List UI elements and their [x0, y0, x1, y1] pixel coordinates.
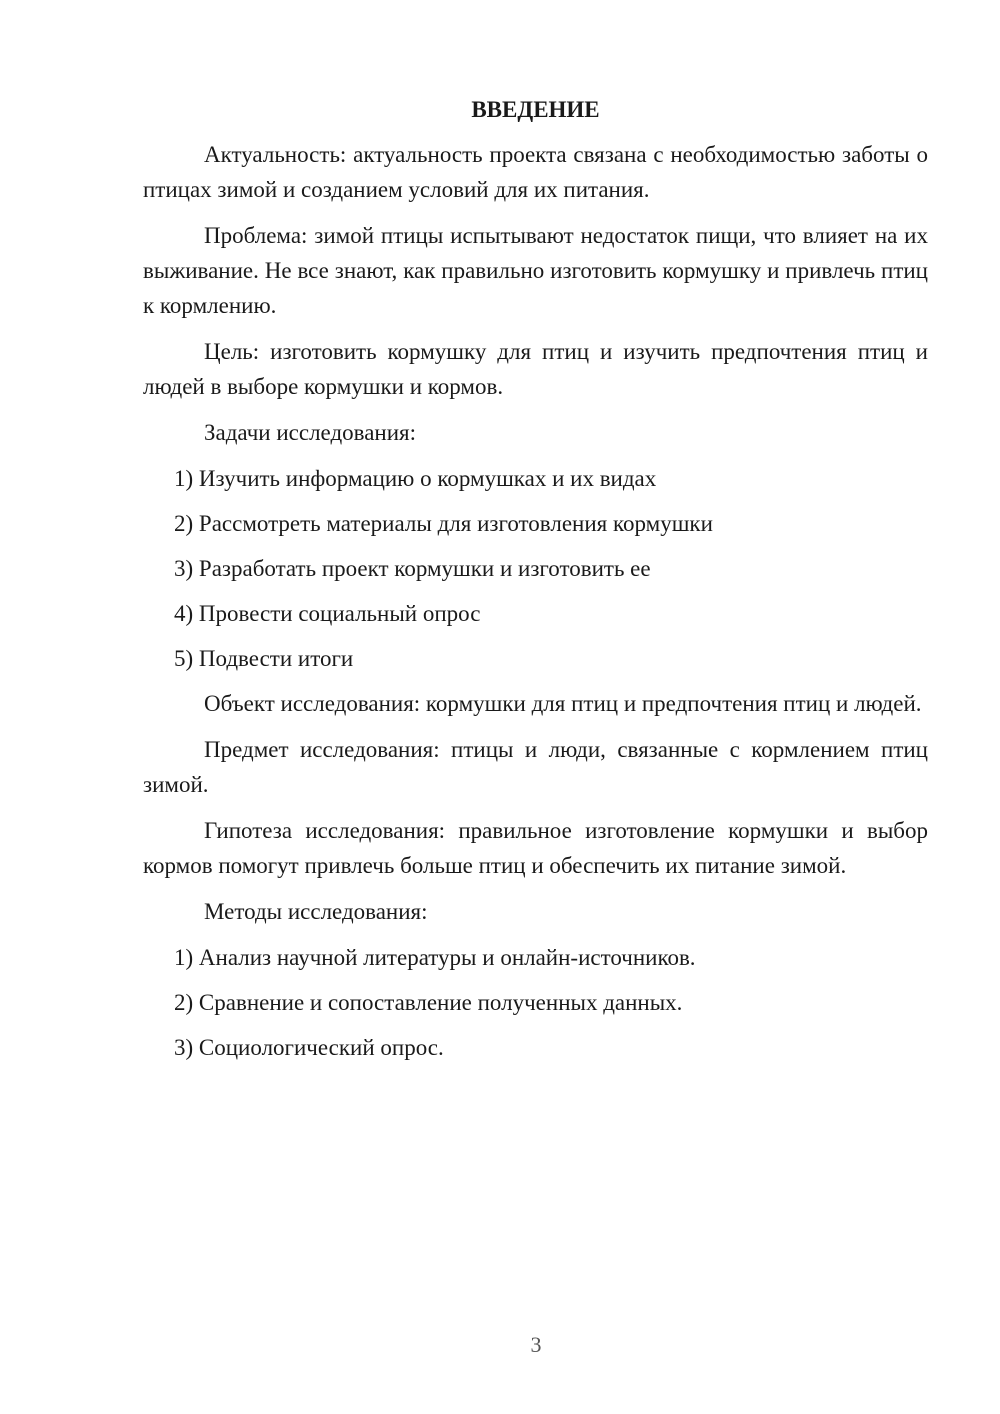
- subject-paragraph: Предмет исследования: птицы и люди, связанные с кормлением птиц зимой.: [143, 737, 928, 797]
- list-item: 5) Подвести итоги: [174, 646, 354, 671]
- page-content: [143, 92, 928, 1075]
- goal-paragraph: Цель: изготовить кормушку для птиц и изучить предпочтения птиц и людей в выборе кормушки и кормов.: [143, 339, 928, 399]
- list-item: 2) Сравнение и сопоставление полученных данных.: [174, 990, 683, 1015]
- list-item: 3) Разработать проект кормушки и изготовить ее: [174, 556, 651, 581]
- tasks-list: [143, 461, 928, 676]
- list-item: 1) Анализ научной литературы и онлайн-источников.: [174, 945, 696, 970]
- list-item: 3) Социологический опрос.: [174, 1035, 444, 1060]
- list-item: 1) Изучить информацию о кормушках и их видах: [174, 466, 657, 491]
- section-title: ВВЕДЕНИЕ: [471, 97, 600, 122]
- list-item: 2) Рассмотреть материалы для изготовления кормушки: [174, 511, 713, 536]
- methods-heading: Методы исследования:: [204, 899, 428, 924]
- page-number: 3: [530, 1332, 542, 1357]
- list-item: 4) Провести социальный опрос: [174, 601, 481, 626]
- tasks-heading: Задачи исследования:: [204, 420, 417, 445]
- methods-list: [143, 940, 928, 1065]
- hypothesis-paragraph: Гипотеза исследования: правильное изготовление кормушки и выбор кормов помогут привлечь больше птиц и обеспечить их питание зимой.: [143, 818, 928, 878]
- problem-paragraph: Проблема: зимой птицы испытывают недостаток пищи, что влияет на их выживание. Не все знают, как правильно изготовить кормушку и привлечь птиц к кормлению.: [143, 223, 928, 318]
- object-paragraph: Объект исследования: кормушки для птиц и предпочтения птиц и людей.: [204, 691, 922, 716]
- relevance-paragraph: Актуальность: актуальность проекта связана с необходимостью заботы о птицах зимой и созданием условий для их питания.: [143, 142, 928, 202]
